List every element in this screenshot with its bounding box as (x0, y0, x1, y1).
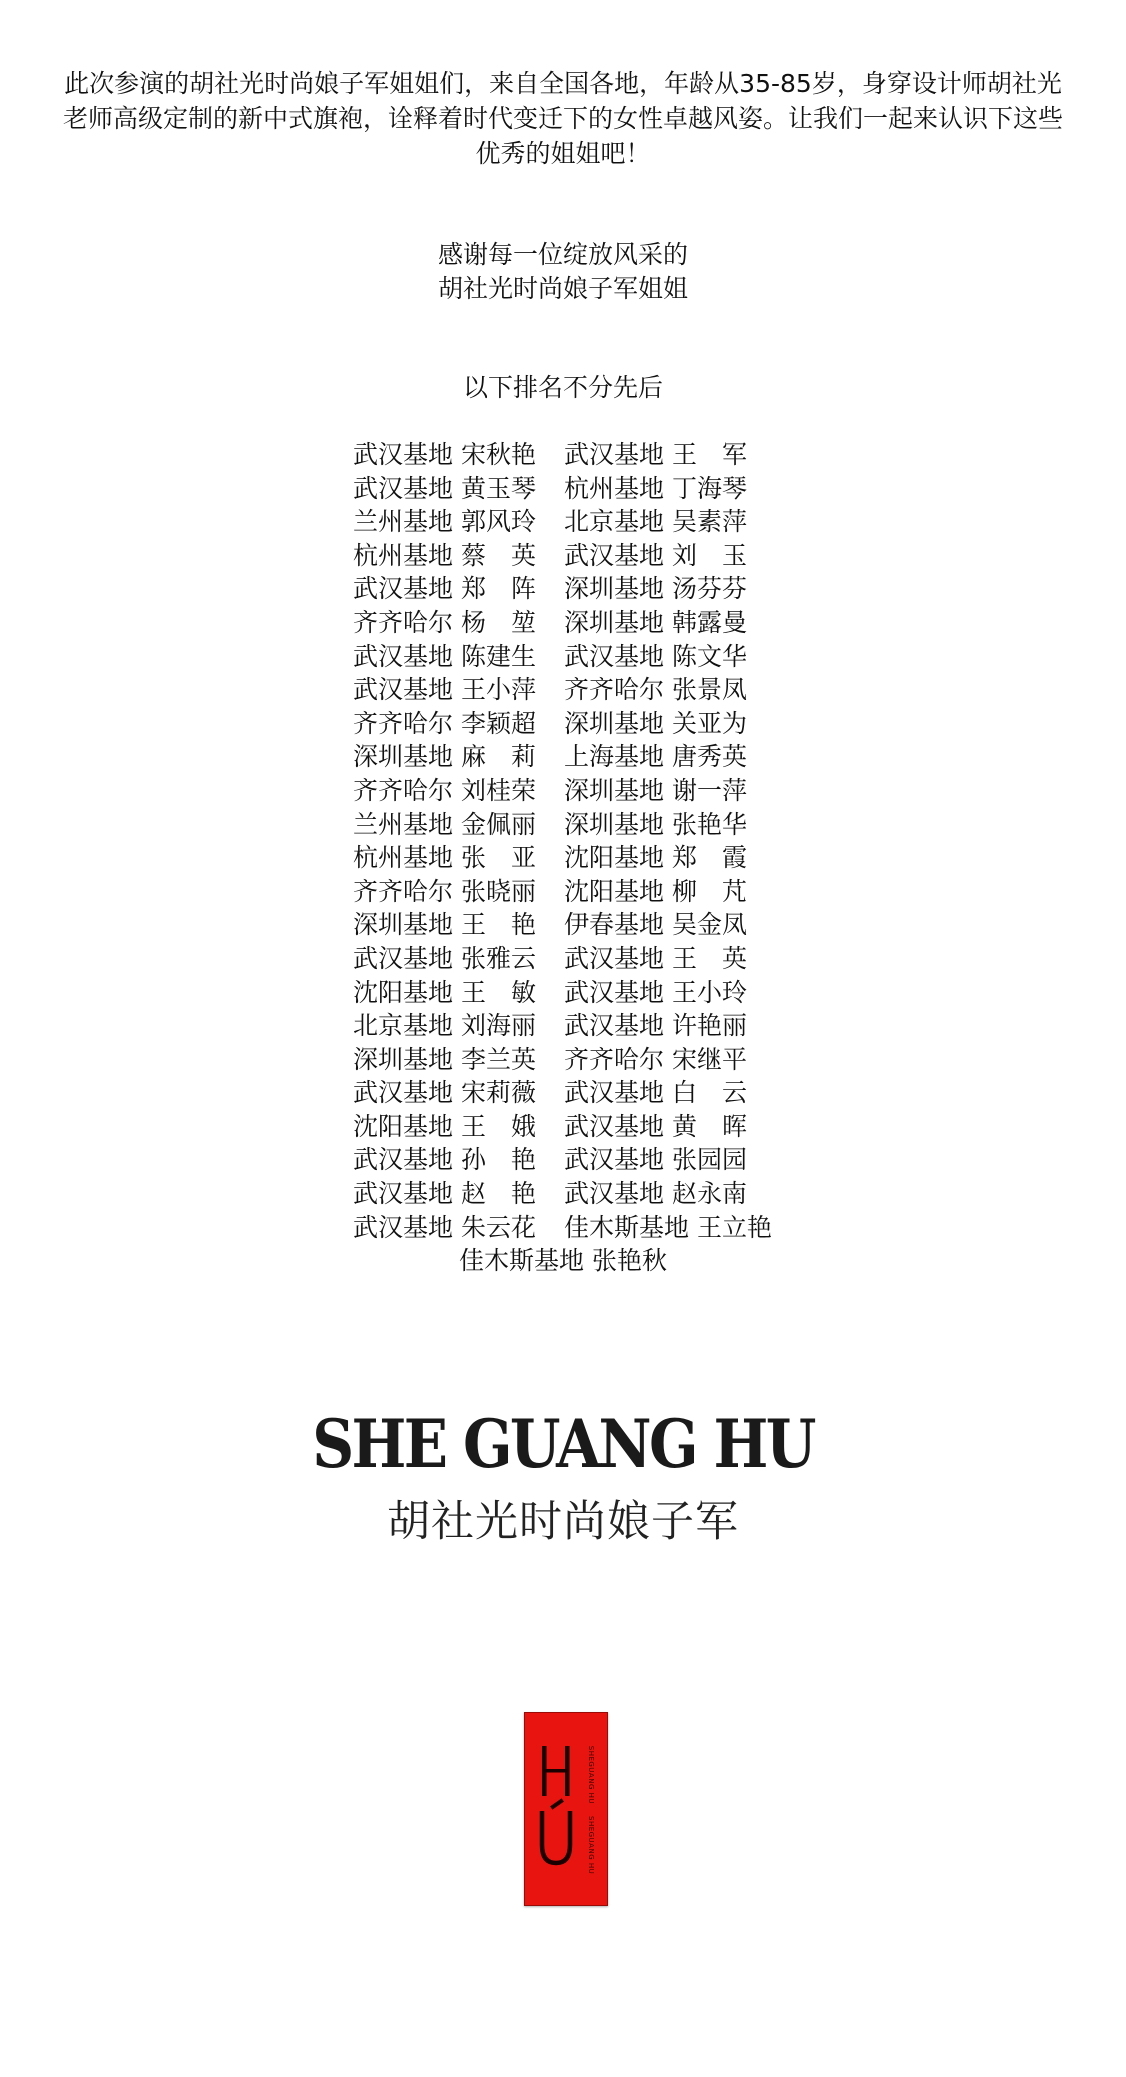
name-row (0, 976, 1126, 1010)
name-row (0, 774, 1126, 808)
participant-name: 杭州基地 张 亚 (353, 843, 536, 873)
participant-name: 沈阳基地 王 娥 (353, 1111, 536, 1141)
participant-name: 深圳基地 汤芬芬 (564, 574, 747, 604)
participant-name: 佳木斯基地 王立艳 (564, 1212, 772, 1242)
participant-name: 北京基地 吴素萍 (564, 507, 747, 537)
participant-name: 武汉基地 宋莉薇 (353, 1078, 536, 1108)
hu-logo-tag (524, 1712, 608, 1906)
order-note: 以下排名不分先后 (462, 373, 663, 402)
intro-line: 此次参演的胡社光时尚娘子军姐姐们，来自全国各地，年龄从35-85岁，身穿设计师胡社光 (64, 69, 1062, 98)
name-row (0, 1076, 1126, 1110)
participant-name: 武汉基地 郑 阵 (353, 574, 536, 604)
participant-list (0, 438, 1126, 1278)
thanks-line: 感谢每一位绽放风采的 (437, 240, 688, 269)
name-row (0, 1043, 1126, 1077)
name-row (0, 875, 1126, 909)
participant-name: 深圳基地 麻 莉 (353, 742, 536, 772)
participant-name: 齐齐哈尔 刘桂荣 (353, 775, 536, 805)
participant-name: 深圳基地 王 艳 (353, 910, 536, 940)
name-row (0, 606, 1126, 640)
intro-paragraph (0, 66, 1126, 171)
participant-name: 武汉基地 赵 艳 (353, 1179, 536, 1209)
brand-chinese-name: 胡社光时尚娘子军 (387, 1497, 739, 1547)
participant-name: 武汉基地 朱云花 (353, 1212, 536, 1242)
participant-name: 武汉基地 白 云 (564, 1078, 747, 1108)
participant-name: 武汉基地 张园园 (564, 1145, 747, 1175)
participant-name: 武汉基地 王小玲 (564, 977, 747, 1007)
participant-name: 武汉基地 刘 玉 (564, 540, 747, 570)
participant-name: 杭州基地 蔡 英 (353, 540, 536, 570)
name-row (0, 942, 1126, 976)
participant-name: 武汉基地 孙 艳 (353, 1145, 536, 1175)
name-row (0, 640, 1126, 674)
participant-name: 齐齐哈尔 张晓丽 (353, 876, 536, 906)
participant-name: 深圳基地 韩露曼 (564, 607, 747, 637)
name-row (0, 740, 1126, 774)
hu-monogram-icon (525, 1713, 609, 1907)
participant-name: 齐齐哈尔 杨 堃 (353, 607, 536, 637)
name-row (0, 1211, 1126, 1245)
name-row (0, 673, 1126, 707)
participant-name: 兰州基地 金佩丽 (353, 809, 536, 839)
participant-name: 杭州基地 丁海琴 (564, 473, 747, 503)
participant-name: 上海基地 唐秀英 (564, 742, 747, 772)
name-row (0, 1110, 1126, 1144)
participant-name: 沈阳基地 柳 芃 (564, 876, 747, 906)
participant-name: 深圳基地 关亚为 (564, 708, 747, 738)
participant-name: 武汉基地 赵永南 (564, 1179, 747, 1209)
participant-name: 深圳基地 张艳华 (564, 809, 747, 839)
name-row (0, 908, 1126, 942)
name-row (0, 505, 1126, 539)
name-row (0, 1244, 1126, 1278)
thanks-heading (0, 238, 1126, 306)
participant-name: 武汉基地 陈建生 (353, 641, 536, 671)
name-row (0, 707, 1126, 741)
participant-name: 武汉基地 许艳丽 (564, 1011, 747, 1041)
participant-name: 齐齐哈尔 李颖超 (353, 708, 536, 738)
participant-name: 武汉基地 张雅云 (353, 943, 536, 973)
participant-name: 齐齐哈尔 张景凤 (564, 675, 747, 705)
participant-name: 兰州基地 郭风玲 (353, 507, 536, 537)
name-row (0, 1177, 1126, 1211)
participant-name: 佳木斯基地 张艳秋 (459, 1246, 667, 1276)
name-row (0, 808, 1126, 842)
participant-name: 武汉基地 陈文华 (564, 641, 747, 671)
participant-name: 武汉基地 黄 晖 (564, 1111, 747, 1141)
name-row (0, 841, 1126, 875)
logo-side-text: SHEGUANG HUSHEGUANG HU (587, 1745, 595, 1875)
participant-name: 武汉基地 王小萍 (353, 675, 536, 705)
participant-name: 沈阳基地 王 敏 (353, 977, 536, 1007)
participant-name: 沈阳基地 郑 霞 (564, 843, 747, 873)
intro-line: 优秀的姐姐吧！ (475, 139, 651, 168)
participant-name: 齐齐哈尔 宋继平 (564, 1044, 747, 1074)
intro-line: 老师高级定制的新中式旗袍，诠释着时代变迁下的女性卓越风姿。让我们一起来认识下这些 (62, 104, 1063, 133)
participant-name: 武汉基地 黄玉琴 (353, 473, 536, 503)
name-row (0, 572, 1126, 606)
name-row (0, 438, 1126, 472)
name-row (0, 1009, 1126, 1043)
participant-name: 深圳基地 李兰英 (353, 1044, 536, 1074)
participant-name: 北京基地 刘海丽 (353, 1011, 536, 1041)
name-row (0, 472, 1126, 506)
participant-name: 深圳基地 谢一萍 (564, 775, 747, 805)
participant-name: 伊春基地 吴金凤 (564, 910, 747, 940)
name-row (0, 539, 1126, 573)
brand-english-name: SHE GUANG HU (312, 1405, 814, 1483)
thanks-line: 胡社光时尚娘子军姐姐 (437, 274, 688, 303)
participant-name: 武汉基地 宋秋艳 (353, 440, 536, 469)
participant-name: 武汉基地 王 军 (564, 440, 747, 469)
name-row (0, 1143, 1126, 1177)
participant-name: 武汉基地 王 英 (564, 943, 747, 973)
